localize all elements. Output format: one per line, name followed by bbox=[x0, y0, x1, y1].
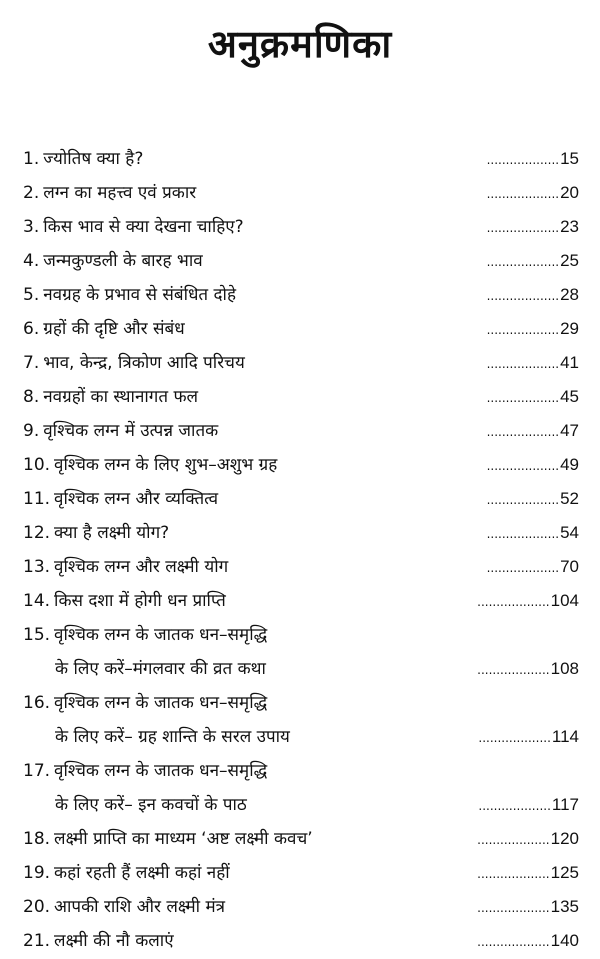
toc-entry bbox=[23, 686, 579, 720]
entry-title: ज्योतिष क्या है? bbox=[43, 149, 144, 169]
entry-title: ग्रहों की दृष्टि और संबंध bbox=[43, 319, 185, 339]
entry-title: क्या है लक्ष्मी योग? bbox=[54, 523, 170, 543]
entry-title: वृश्चिक लग्न के जातक धन–समृद्धि bbox=[54, 761, 268, 781]
entry-number: 21. bbox=[23, 931, 51, 951]
toc-entry bbox=[23, 924, 579, 958]
page-number: 45 bbox=[560, 387, 579, 406]
toc-entry bbox=[23, 856, 579, 890]
entry-title: वृश्चिक लग्न के जातक धन–समृद्धि bbox=[54, 625, 268, 645]
page-reference bbox=[487, 312, 579, 347]
dot-leader: ................... bbox=[477, 595, 550, 609]
page-number: 108 bbox=[550, 659, 579, 678]
entry-number: 9. bbox=[23, 421, 40, 441]
dot-leader: ................... bbox=[486, 221, 560, 235]
entry-title: भाव, केन्द्र, त्रिकोण आदि परिचय bbox=[43, 353, 245, 373]
entry-title: नवग्रहों का स्थानागत फल bbox=[43, 387, 199, 407]
entry-number: 18. bbox=[23, 829, 51, 849]
entry-title-continued: के लिए करें–मंगलवार की व्रत कथा bbox=[55, 659, 266, 679]
dot-leader: ................... bbox=[486, 391, 560, 405]
page-reference bbox=[487, 380, 579, 415]
page-number: 117 bbox=[551, 795, 579, 814]
entry-title: नवग्रह के प्रभाव से संबंधित दोहे bbox=[43, 285, 236, 305]
entry-title: वृश्चिक लग्न और व्यक्तित्व bbox=[54, 489, 219, 509]
page-number: 47 bbox=[560, 421, 579, 440]
toc-entry bbox=[23, 516, 579, 550]
page-reference bbox=[487, 482, 579, 517]
page-reference bbox=[487, 550, 579, 585]
entry-number: 19. bbox=[23, 863, 51, 883]
toc-entry bbox=[23, 142, 579, 176]
page-number: 28 bbox=[560, 285, 579, 304]
toc-entry bbox=[23, 312, 579, 346]
toc-entry bbox=[23, 754, 579, 788]
dot-leader: ................... bbox=[486, 187, 560, 201]
toc-entry bbox=[23, 482, 579, 516]
dot-leader: ................... bbox=[477, 833, 550, 847]
page-reference bbox=[487, 210, 579, 245]
dot-leader: ................... bbox=[486, 255, 560, 269]
page-number: 104 bbox=[550, 591, 579, 610]
entry-number: 7. bbox=[23, 353, 40, 373]
dot-leader: ................... bbox=[477, 901, 550, 915]
entry-title: किस भाव से क्या देखना चाहिए? bbox=[43, 217, 244, 237]
page-reference bbox=[477, 890, 579, 925]
page-reference bbox=[487, 244, 579, 279]
entry-number: 14. bbox=[23, 591, 51, 611]
page-reference bbox=[487, 142, 579, 177]
dot-leader: ................... bbox=[477, 867, 550, 881]
entry-number: 16. bbox=[23, 693, 51, 713]
entry-title: जन्मकुण्डली के बारह भाव bbox=[43, 251, 203, 271]
entry-number: 11. bbox=[23, 489, 51, 509]
page-reference bbox=[477, 584, 579, 619]
page-number: 135 bbox=[550, 897, 579, 916]
dot-leader: ................... bbox=[486, 323, 560, 337]
page-number: 20 bbox=[560, 183, 579, 202]
toc-entry-continuation bbox=[23, 720, 579, 754]
page-reference bbox=[487, 448, 579, 483]
page-reference bbox=[477, 924, 579, 959]
toc-entry bbox=[23, 584, 579, 618]
toc-entry bbox=[23, 822, 579, 856]
entry-number: 12. bbox=[23, 523, 51, 543]
page-reference bbox=[487, 414, 579, 449]
entry-title-continued: के लिए करें– इन कवचों के पाठ bbox=[55, 795, 247, 815]
entry-number: 1. bbox=[23, 149, 40, 169]
dot-leader: ................... bbox=[477, 663, 550, 677]
page-reference bbox=[478, 788, 579, 823]
entry-title-continued: के लिए करें– ग्रह शान्ति के सरल उपाय bbox=[55, 727, 290, 747]
entry-number: 20. bbox=[23, 897, 51, 917]
toc-entry bbox=[23, 618, 579, 652]
entry-number: 10. bbox=[23, 455, 51, 475]
entry-title: वृश्चिक लग्न के लिए शुभ–अशुभ ग्रह bbox=[54, 455, 278, 475]
toc-entry bbox=[23, 346, 579, 380]
dot-leader: ................... bbox=[477, 935, 550, 949]
entry-number: 8. bbox=[23, 387, 40, 407]
page-number: 54 bbox=[560, 523, 579, 542]
toc-entry bbox=[23, 210, 579, 244]
toc-entry-continuation bbox=[23, 788, 579, 822]
toc-entry bbox=[23, 414, 579, 448]
entry-number: 13. bbox=[23, 557, 51, 577]
dot-leader: ................... bbox=[486, 493, 560, 507]
toc-entry bbox=[23, 278, 579, 312]
entry-title: वृश्चिक लग्न में उत्पन्न जातक bbox=[43, 421, 219, 441]
toc-entry bbox=[23, 176, 579, 210]
entry-number: 15. bbox=[23, 625, 51, 645]
dot-leader: ................... bbox=[478, 731, 551, 745]
dot-leader: ................... bbox=[486, 459, 560, 473]
page-reference bbox=[477, 652, 579, 687]
page-number: 140 bbox=[550, 931, 579, 950]
entry-number: 5. bbox=[23, 285, 40, 305]
dot-leader: ................... bbox=[486, 153, 560, 167]
entry-title: कहां रहती हैं लक्ष्मी कहां नहीं bbox=[54, 863, 230, 883]
page-reference bbox=[487, 278, 579, 313]
entry-title: लक्ष्मी की नौ कलाएं bbox=[54, 931, 174, 951]
table-of-contents bbox=[23, 142, 579, 958]
page-reference bbox=[477, 822, 579, 857]
entry-title: वृश्चिक लग्न के जातक धन–समृद्धि bbox=[54, 693, 268, 713]
page-number: 70 bbox=[560, 557, 579, 576]
toc-entry-continuation bbox=[23, 652, 579, 686]
page-number: 15 bbox=[560, 149, 579, 168]
dot-leader: ................... bbox=[486, 527, 560, 541]
page-reference bbox=[487, 346, 579, 381]
entry-title: लक्ष्मी प्राप्ति का माध्यम ‘अष्ट लक्ष्मी कवच’ bbox=[54, 829, 313, 849]
page-number: 41 bbox=[560, 353, 579, 372]
dot-leader: ................... bbox=[478, 799, 551, 813]
entry-number: 4. bbox=[23, 251, 40, 271]
entry-title: वृश्चिक लग्न और लक्ष्मी योग bbox=[54, 557, 229, 577]
dot-leader: ................... bbox=[486, 561, 560, 575]
entry-number: 3. bbox=[23, 217, 40, 237]
dot-leader: ................... bbox=[486, 357, 560, 371]
page-number: 49 bbox=[560, 455, 579, 474]
page-number: 52 bbox=[560, 489, 579, 508]
page-reference bbox=[487, 176, 579, 211]
page-title: अनुक्रमणिका bbox=[207, 22, 393, 66]
page-number: 125 bbox=[550, 863, 579, 882]
page-reference bbox=[487, 516, 579, 551]
page-reference bbox=[477, 856, 579, 891]
page-number: 29 bbox=[560, 319, 579, 338]
toc-entry bbox=[23, 550, 579, 584]
entry-title: किस दशा में होगी धन प्राप्ति bbox=[54, 591, 226, 611]
dot-leader: ................... bbox=[486, 289, 560, 303]
toc-entry bbox=[23, 448, 579, 482]
page-number: 25 bbox=[560, 251, 579, 270]
page-number: 120 bbox=[550, 829, 579, 848]
page-number: 23 bbox=[560, 217, 579, 236]
toc-entry bbox=[23, 244, 579, 278]
entry-number: 6. bbox=[23, 319, 40, 339]
entry-number: 17. bbox=[23, 761, 51, 781]
toc-entry bbox=[23, 380, 579, 414]
entry-title: लग्न का महत्त्व एवं प्रकार bbox=[43, 183, 197, 203]
entry-number: 2. bbox=[23, 183, 40, 203]
entry-title: आपकी राशि और लक्ष्मी मंत्र bbox=[54, 897, 226, 917]
dot-leader: ................... bbox=[486, 425, 560, 439]
page-reference bbox=[478, 720, 579, 755]
page-number: 114 bbox=[551, 727, 579, 746]
